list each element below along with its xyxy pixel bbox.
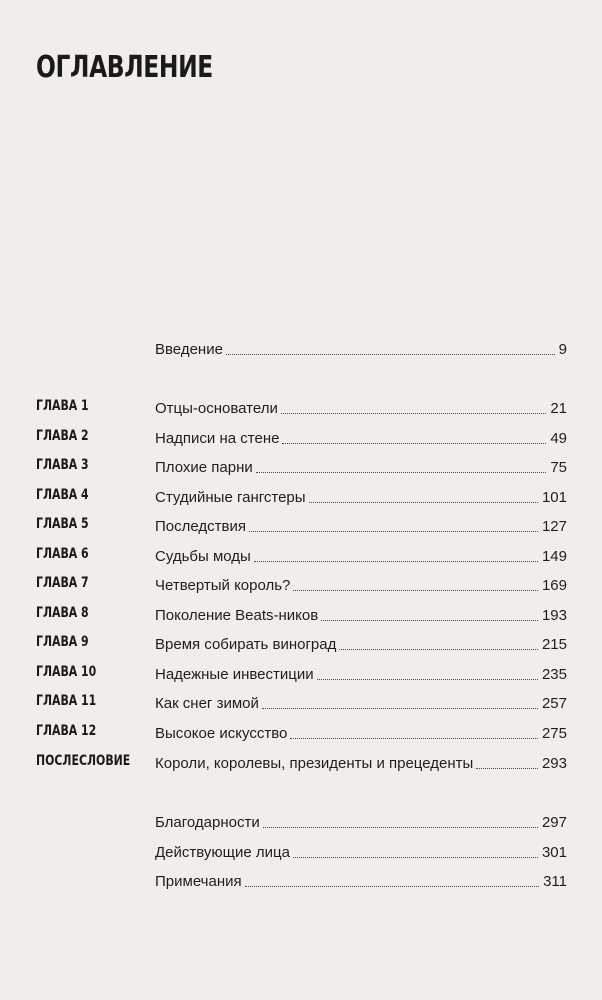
- toc-entry-title: Благодарности: [155, 814, 260, 831]
- toc-page-number: 75: [550, 459, 567, 476]
- toc-entry-title: Время собирать виноград: [155, 636, 337, 653]
- toc-page-number: 49: [550, 430, 567, 447]
- toc-page-number: 215: [541, 636, 567, 653]
- toc-row-notes[interactable]: [0, 869, 602, 891]
- toc-page-number: 311: [543, 873, 567, 890]
- toc-entry-title: Действующие лица: [155, 844, 290, 861]
- dot-leader: [282, 443, 546, 444]
- dot-leader: [309, 502, 538, 503]
- toc-page-number: 127: [541, 518, 567, 535]
- toc-page-number: 193: [541, 607, 567, 624]
- chapter-label: ГЛАВА 6: [36, 546, 89, 562]
- toc-entry-title: Как снег зимой: [155, 695, 259, 712]
- dot-leader: [290, 738, 538, 739]
- toc-row-chapter-6[interactable]: [0, 544, 602, 566]
- toc-page-number: 293: [541, 755, 567, 772]
- toc-row-chapter-3[interactable]: [0, 455, 602, 477]
- toc-entry-title: Судьбы моды: [155, 548, 251, 565]
- toc-entry-title: Студийные гангстеры: [155, 489, 306, 506]
- toc-row-chapter-10[interactable]: [0, 662, 602, 684]
- toc-row-chapter-9[interactable]: [0, 632, 602, 654]
- toc-entry-title: Введение: [155, 341, 223, 358]
- chapter-label: ГЛАВА 12: [36, 723, 97, 739]
- dot-leader: [263, 827, 538, 828]
- toc-row-acknowledgements[interactable]: [0, 810, 602, 832]
- dot-leader: [339, 649, 538, 650]
- toc-entry-title: Надежные инвестиции: [155, 666, 314, 683]
- toc-entry-title: Высокое искусство: [155, 725, 288, 742]
- toc-page-number: 235: [541, 666, 567, 683]
- toc-page-number: 275: [541, 725, 567, 742]
- toc-entry-title: Четвертый король?: [155, 577, 291, 594]
- toc-page-number: 101: [541, 489, 567, 506]
- toc-page-number: 301: [541, 844, 567, 861]
- dot-leader: [245, 886, 539, 887]
- toc-row-chapter-2[interactable]: [0, 426, 602, 448]
- toc-entry-title: Короли, королевы, президенты и прецеденты: [155, 755, 474, 772]
- chapter-label: ГЛАВА 8: [36, 605, 89, 621]
- chapter-label: ГЛАВА 3: [36, 457, 89, 473]
- toc-page-number: 257: [541, 695, 567, 712]
- chapter-label: ГЛАВА 1: [36, 398, 89, 414]
- chapter-label: ГЛАВА 9: [36, 634, 89, 650]
- toc-page-number: 297: [541, 814, 567, 831]
- toc-entry-title: Надписи на стене: [155, 430, 280, 447]
- toc-row-chapter-8[interactable]: [0, 603, 602, 625]
- chapter-label: ПОСЛЕСЛОВИЕ: [36, 753, 131, 769]
- dot-leader: [317, 679, 538, 680]
- toc-row-chapter-1[interactable]: [0, 396, 602, 418]
- dot-leader: [476, 768, 538, 769]
- toc-row-afterword[interactable]: [0, 751, 602, 773]
- toc-row-chapter-11[interactable]: [0, 691, 602, 713]
- toc-row-introduction[interactable]: [0, 337, 602, 359]
- chapter-label: ГЛАВА 11: [36, 693, 97, 709]
- dot-leader: [293, 590, 538, 591]
- chapter-label: ГЛАВА 7: [36, 575, 89, 591]
- toc-entry-title: Примечания: [155, 873, 242, 890]
- chapter-label: ГЛАВА 2: [36, 428, 89, 444]
- chapter-label: ГЛАВА 10: [36, 664, 97, 680]
- dot-leader: [256, 472, 547, 473]
- toc-row-chapter-5[interactable]: [0, 514, 602, 536]
- dot-leader: [321, 620, 538, 621]
- dot-leader: [262, 708, 538, 709]
- toc-row-chapter-12[interactable]: [0, 721, 602, 743]
- toc-entry-title: Плохие парни: [155, 459, 253, 476]
- toc-entry-title: Поколение Beats-ников: [155, 607, 319, 624]
- page-title: ОГЛАВЛЕНИЕ: [36, 50, 213, 85]
- toc-entry-title: Последствия: [155, 518, 246, 535]
- dot-leader: [249, 531, 538, 532]
- toc-row-chapter-7[interactable]: [0, 573, 602, 595]
- toc-row-characters[interactable]: [0, 840, 602, 862]
- toc-page-number: 149: [541, 548, 567, 565]
- chapter-label: ГЛАВА 4: [36, 487, 89, 503]
- chapter-label: ГЛАВА 5: [36, 516, 89, 532]
- dot-leader: [293, 857, 538, 858]
- dot-leader: [254, 561, 538, 562]
- dot-leader: [281, 413, 546, 414]
- toc-entry-title: Отцы-основатели: [155, 400, 278, 417]
- dot-leader: [226, 354, 555, 355]
- toc-page-number: 9: [558, 341, 567, 358]
- toc-page-number: 169: [541, 577, 567, 594]
- toc-row-chapter-4[interactable]: [0, 485, 602, 507]
- toc-page-number: 21: [550, 400, 567, 417]
